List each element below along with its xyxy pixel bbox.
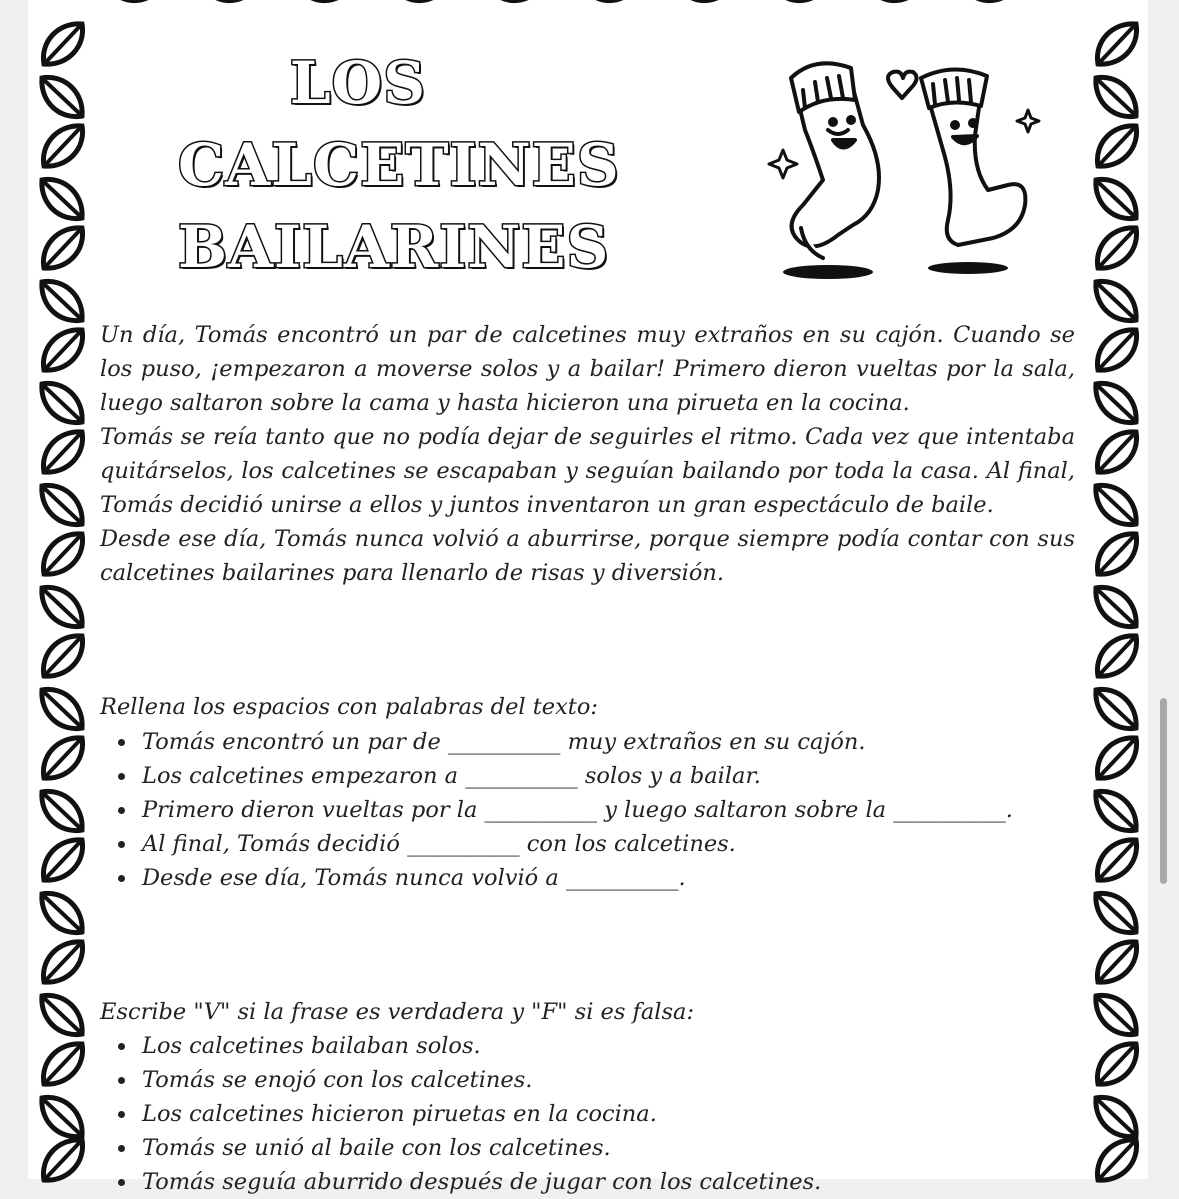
- story-paragraph: Tomás se reía tanto que no podía dejar de seguirles el ritmo. Cada vez que intentaba quitárselos, los calcetines se escapaban y seguían bailando por toda la casa. Al final, Tomás decidió unirse a ellos y juntos inventaron un gran espectáculo de baile.: [100, 424, 1075, 518]
- dancing-socks-illustration: [743, 40, 1073, 290]
- leaf-border-icon: [1078, 0, 1148, 1179]
- page-title: [178, 42, 620, 288]
- fill-in-list: [100, 725, 1075, 895]
- story-paragraph: Desde ese día, Tomás nunca volvió a aburrirse, porque siempre podía contar con sus calcetines bailarines para llenarlo de risas y diversión.: [100, 526, 1075, 586]
- list-item: Los calcetines bailaban solos.: [100, 1029, 1075, 1063]
- story-paragraph: Un día, Tomás encontró un par de calcetines muy extraños en su cajón. Cuando se los puso, ¡empezaron a moverse solos y a bailar! Primero dieron vueltas por la sala, luego saltaron sobre la cama y hasta hicieron una pirueta en la cocina.: [100, 322, 1075, 416]
- list-item: Los calcetines empezaron a __________ solos y a bailar.: [100, 759, 1075, 793]
- list-item: Desde ese día, Tomás nunca volvió a __________.: [100, 861, 1075, 895]
- list-item: Primero dieron vueltas por la __________ y luego saltaron sobre la __________.: [100, 793, 1075, 827]
- list-item: Al final, Tomás decidió __________ con los calcetines.: [100, 827, 1075, 861]
- list-item: Tomás seguía aburrido después de jugar con los calcetines.: [100, 1165, 1075, 1199]
- title-line-2: CALCETINES: [178, 131, 620, 199]
- true-false-instruction: Escribe "V" si la frase es verdadera y "F" si es falsa:: [100, 999, 695, 1025]
- true-false-list: [100, 1029, 1075, 1199]
- list-item: Tomás se unió al baile con los calcetines.: [100, 1131, 1075, 1165]
- title-line-3: BAILARINES: [178, 213, 610, 281]
- left-leaf-border: [28, 0, 98, 1179]
- fill-in-instruction: Rellena los espacios con palabras del texto:: [100, 694, 598, 720]
- list-item: Los calcetines hicieron piruetas en la cocina.: [100, 1097, 1075, 1131]
- top-leaf-border: [88, 0, 1088, 14]
- list-item: Tomás se enojó con los calcetines.: [100, 1063, 1075, 1097]
- story-text: [100, 318, 1075, 590]
- title-line-1: LOS: [289, 49, 427, 117]
- worksheet-page: [28, 0, 1148, 1195]
- list-item: Tomás encontró un par de __________ muy extraños en su cajón.: [100, 725, 1075, 759]
- leaf-border-icon: [28, 0, 98, 1179]
- vertical-scrollbar[interactable]: [1160, 698, 1167, 884]
- right-leaf-border: [1078, 0, 1148, 1179]
